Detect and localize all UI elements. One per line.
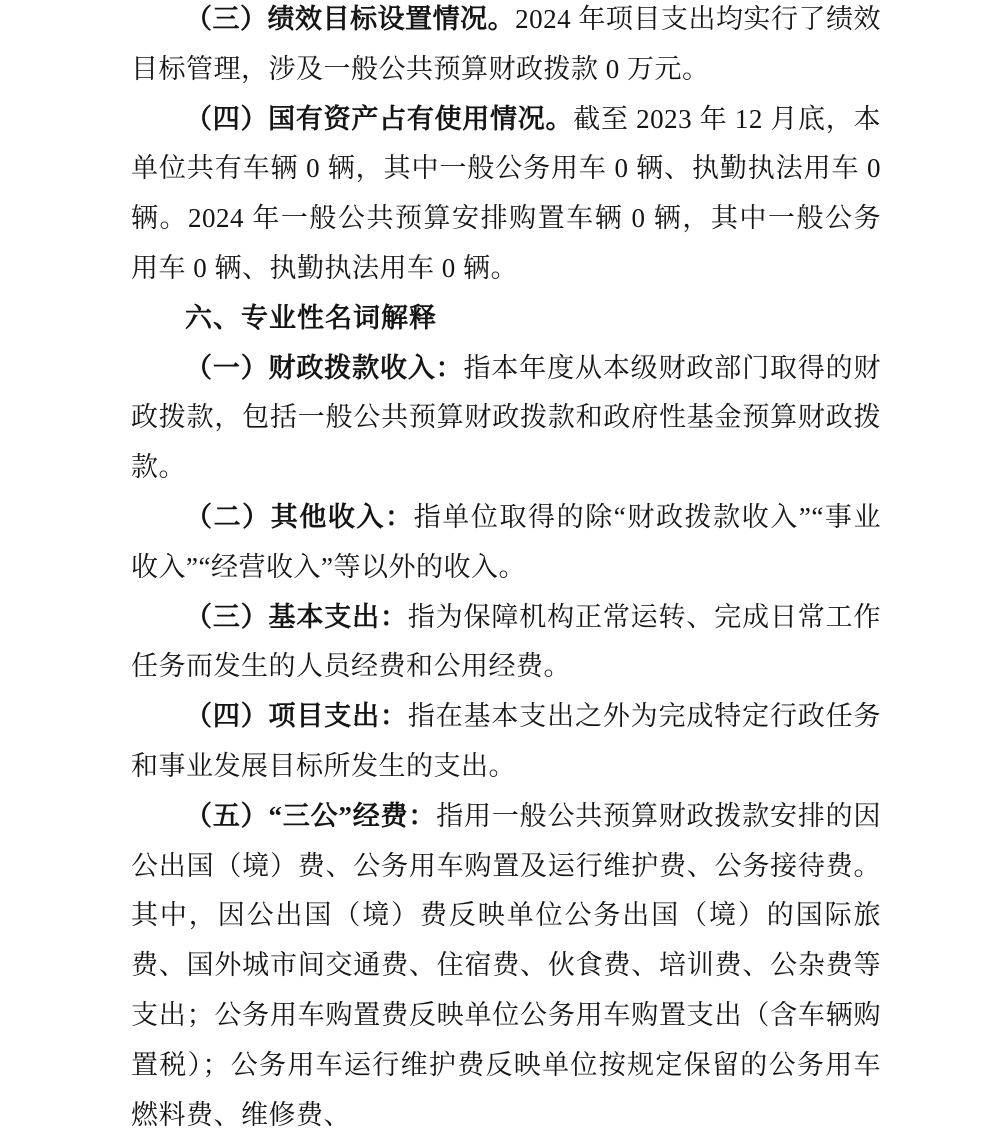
paragraph-term-project-expenditure: [131, 692, 881, 792]
paragraph-performance-targets: [131, 0, 881, 95]
paragraph-state-assets: [131, 95, 881, 294]
paragraph-text: 2024 年项目支出均实行了绩效目标管理，涉及一般公共预算财政拨款 0 万元。: [131, 4, 882, 84]
paragraph-lead: （四）项目支出：: [185, 701, 408, 732]
paragraph-text: 截至 2023 年 12 月底，本单位共有车辆 0 辆，其中一般公务用车 0 辆、执勤执法用车 0 辆。2024 年一般公共预算安排购置车辆 0 辆，其中一般公务用车 0 辆、执勤执法用车 0 辆。: [131, 103, 882, 283]
paragraph-lead: （二）其他收入：: [185, 501, 414, 532]
paragraph-term-fiscal-appropriation-income: [131, 344, 881, 493]
section-heading-glossary: 六、专业性名词解释: [185, 302, 437, 333]
paragraph-text: 指用一般公共预算财政拨款安排的因公出国（境）费、公务用车购置及运行维护费、公务接待费。其中，因公出国（境）费反映单位公务出国（境）的国际旅费、国外城市间交通费、住宿费、伙食费、培训费、公杂费等支出；公务用车购置费反映单位公务用车购置支出（含车辆购置税）；公务用车运行维护费反映单位按规定保留的公务用车燃料费、维修费、: [131, 800, 882, 1130]
paragraph-lead: （三）绩效目标设置情况。: [185, 4, 516, 34]
paragraph-lead: （五）“三公”经费：: [185, 800, 437, 831]
paragraph-lead: （一）财政拨款收入：: [185, 352, 464, 383]
paragraph-lead: （三）基本支出：: [185, 601, 408, 632]
document-text-block: [131, 0, 881, 1140]
paragraph-term-three-public-funds: [131, 792, 881, 1140]
paragraph-text: 指本年度从本级财政部门取得的财政拨款，包括一般公共预算财政拨款和政府性基金预算财政拨款。: [131, 352, 882, 483]
paragraph-text: 指为保障机构正常运转、完成日常工作任务而发生的人员经费和公用经费。: [131, 601, 882, 682]
paragraph-term-basic-expenditure: [131, 593, 881, 693]
paragraph-lead: （四）国有资产占有使用情况。: [185, 103, 574, 134]
paragraph-text: 指在基本支出之外为完成特定行政任务和事业发展目标所发生的支出。: [131, 701, 882, 781]
paragraph-term-other-income: [131, 493, 881, 593]
paragraph-text: 指单位取得的除“财政拨款收入”“事业收入”“经营收入”等以外的收入。: [131, 501, 882, 582]
